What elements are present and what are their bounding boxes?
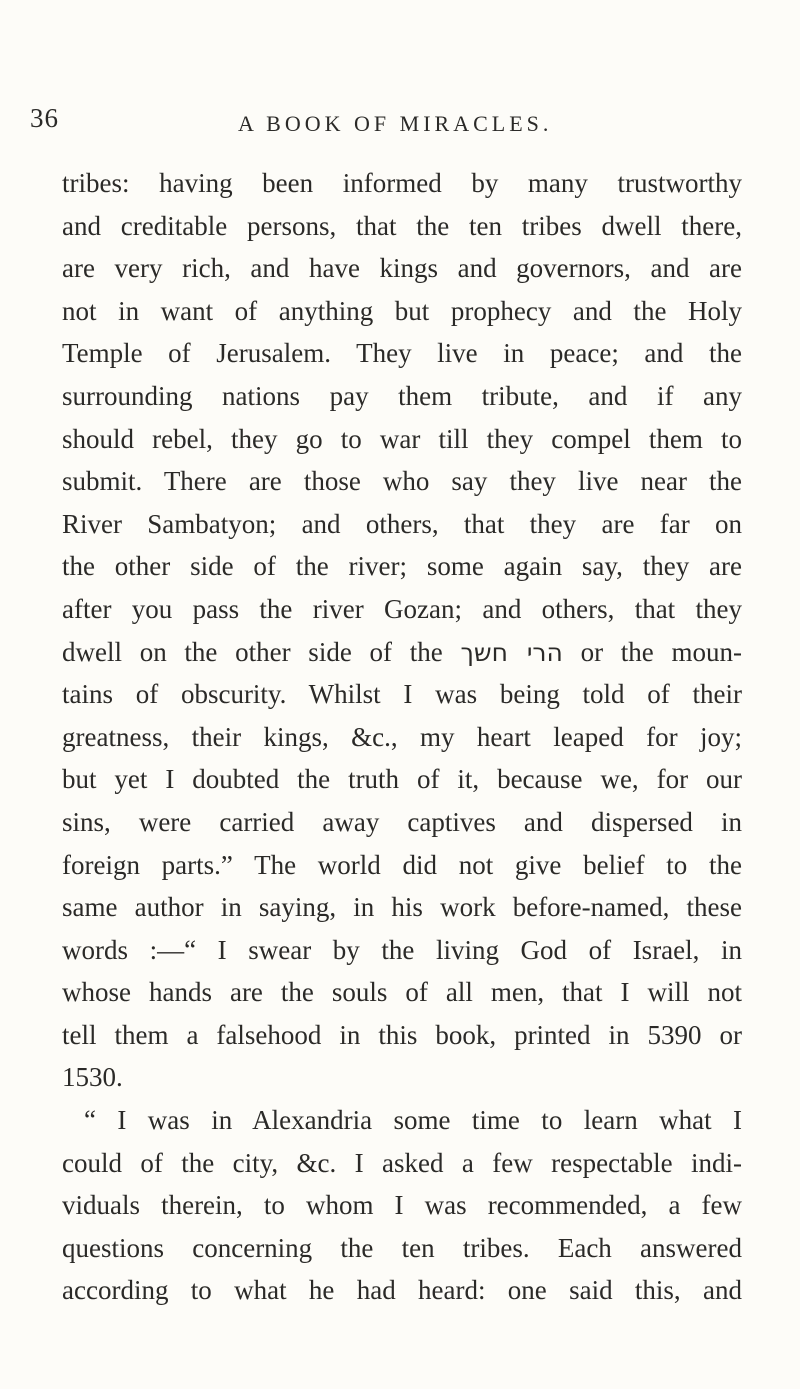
text-line: words :—“ I swear by the living God of Israel, in xyxy=(62,934,742,965)
text-line: tains of obscurity. Whilst I was being told of their xyxy=(62,679,742,710)
hebrew-phrase: הרי חשך xyxy=(460,637,563,667)
text-line: the other side of the river; some again say, they are xyxy=(62,551,742,582)
text-segment: or the moun- xyxy=(580,636,742,667)
text-line: tribes: having been informed by many trustworthy xyxy=(62,168,742,198)
text-line: foreign parts.” The world did not give belief to the xyxy=(62,849,742,880)
text-line-with-hebrew xyxy=(62,631,742,674)
text-segment: dwell on the other side of the xyxy=(62,636,443,667)
text-line: River Sambatyon; and others, that they are far on xyxy=(62,508,742,539)
text-line: after you pass the river Gozan; and others, that they xyxy=(62,593,742,624)
text-line: not in want of anything but prophecy and the Holy xyxy=(62,295,742,326)
text-line: greatness, their kings, &c., my heart leaped for joy; xyxy=(62,721,742,752)
text-line: viduals therein, to whom I was recommended, a few xyxy=(62,1190,742,1221)
paragraph-start-line: “ I was in Alexandria some time to learn what I xyxy=(84,1105,742,1136)
text-line: should rebel, they go to war till they compel them to xyxy=(62,423,742,454)
text-line: whose hands are the souls of all men, that I will not xyxy=(62,977,742,1008)
body-text xyxy=(62,162,742,1312)
page-number: 36 xyxy=(30,103,59,133)
text-line: according to what he had heard: one said this, and xyxy=(62,1275,742,1306)
paragraph-end-line: 1530. xyxy=(62,1062,123,1093)
text-line: submit. There are those who say they live near the xyxy=(62,466,742,497)
text-line: could of the city, &c. I asked a few respectable indi- xyxy=(62,1147,742,1178)
text-line: tell them a falsehood in this book, printed in 5390 or xyxy=(62,1019,742,1050)
text-line: questions concerning the ten tribes. Each answered xyxy=(62,1232,742,1263)
running-title: A BOOK OF MIRACLES. xyxy=(238,111,553,136)
text-line: surrounding nations pay them tribute, and if any xyxy=(62,380,742,411)
text-line: Temple of Jerusalem. They live in peace; and the xyxy=(62,338,742,369)
text-line: but yet I doubted the truth of it, because we, for our xyxy=(62,764,742,795)
text-line: sins, were carried away captives and dispersed in xyxy=(62,806,742,837)
text-line: and creditable persons, that the ten tribes dwell there, xyxy=(62,210,742,241)
text-line: are very rich, and have kings and governors, and are xyxy=(62,253,742,284)
text-line: same author in saying, in his work before-named, these xyxy=(62,892,742,923)
